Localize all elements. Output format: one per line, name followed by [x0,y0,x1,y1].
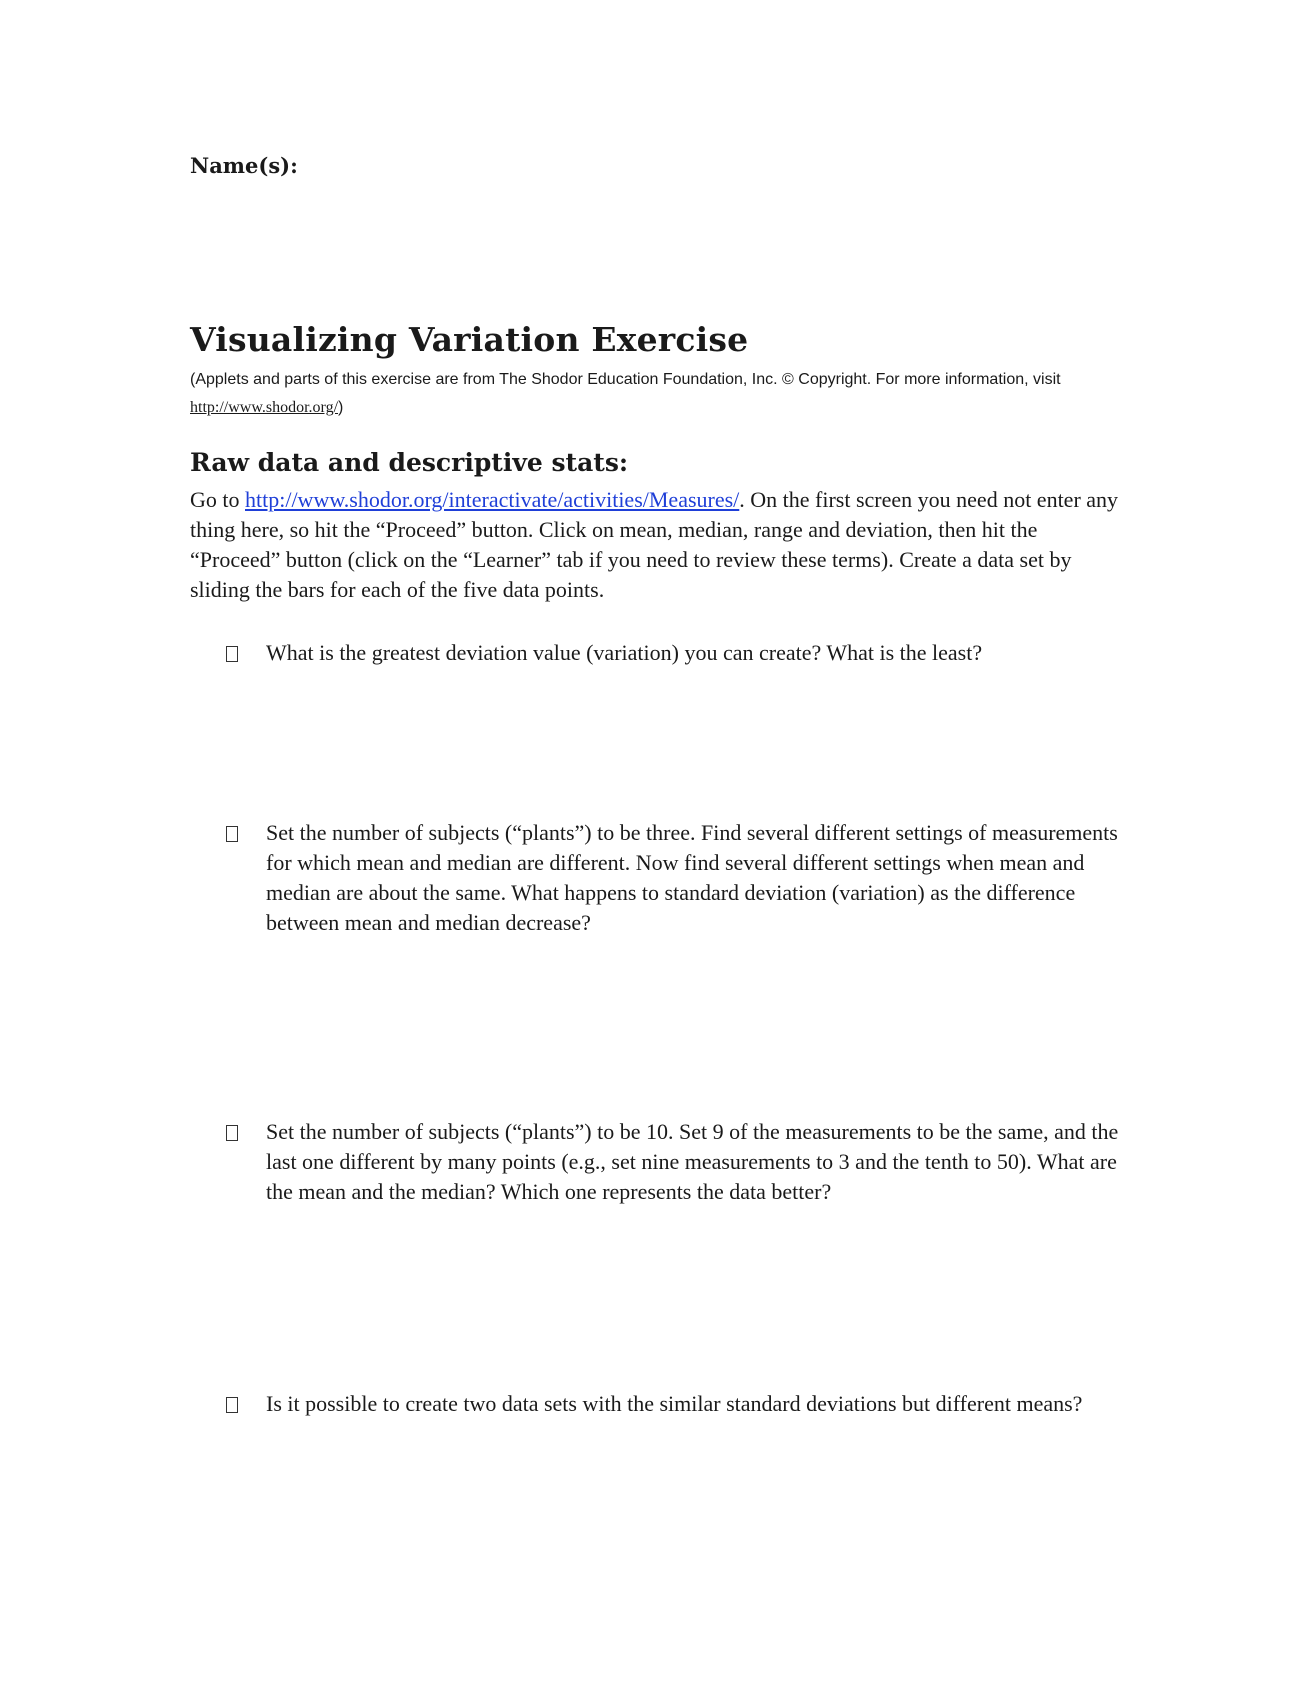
names-label: Name(s): [190,153,298,178]
intro-prefix: Go to [190,487,245,512]
question-text: Is it possible to create two data sets with the similar standard deviations but different means? [266,1391,1083,1416]
bullet-box-icon [226,1397,238,1413]
bullet-box-icon [226,826,238,842]
question-item [226,1117,1126,1207]
question-item [226,818,1126,938]
attribution-text: (Applets and parts of this exercise are from The Shodor Education Foundation, Inc. © Copyright. For more information, visit [190,371,1061,388]
intro-body: . On the first screen you need not enter any thing here, so hit the “Proceed” button. Click on mean, median, range and deviation, then hit the “Proceed” button (click on the “Learner” tab if you need to review these terms). Create a data set by sliding the bars for each of the five data points. [190,487,1119,602]
question-item [226,638,1126,668]
attribution-note [190,366,1110,422]
question-item [226,1389,1126,1419]
measures-activity-link[interactable]: http://www.shodor.org/interactivate/activities/Measures/ [245,487,740,512]
bullet-box-icon [226,646,238,662]
bullet-box-icon [226,1125,238,1141]
attribution-close: ) [338,399,344,416]
question-text: Set the number of subjects (“plants”) to be 10. Set 9 of the measurements to be the same, and the last one different by many points (e.g., set nine measurements to 3 and the tenth to 50). What are the mean and the median? Which one represents the data better? [266,1119,1119,1204]
question-text: Set the number of subjects (“plants”) to be three. Find several different settings of measurements for which mean and median are different. Now find several different settings when mean and median are about the same. What happens to standard deviation (variation) as the difference between mean and median decrease? [266,820,1118,935]
intro-paragraph [190,485,1120,605]
question-text: What is the greatest deviation value (variation) you can create? What is the least? [266,640,983,665]
shodor-url[interactable]: http://www.shodor.org/ [190,399,339,416]
document-title: Visualizing Variation Exercise [190,320,749,359]
section-heading: Raw data and descriptive stats: [190,448,629,477]
